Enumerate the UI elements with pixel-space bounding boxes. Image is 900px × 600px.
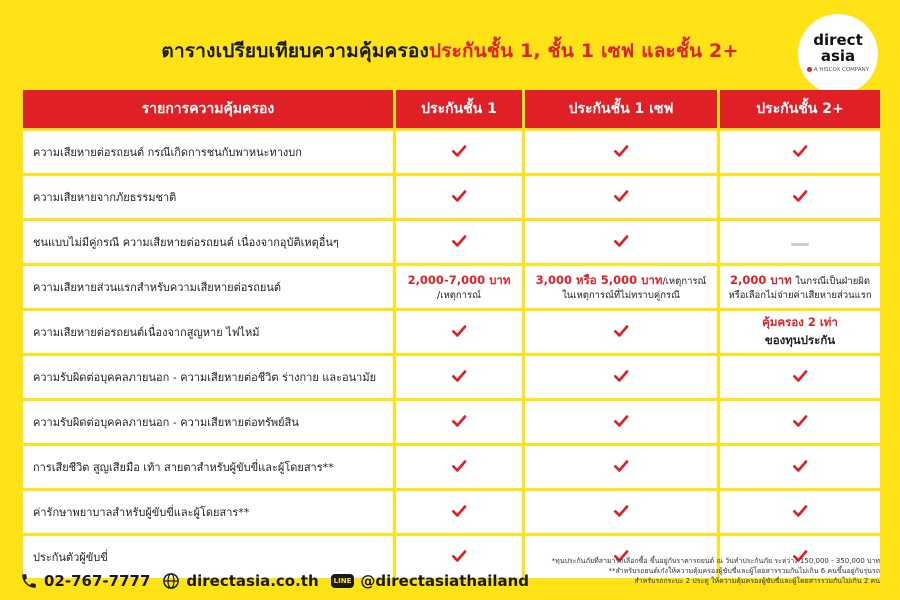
deductible-class1-save-note: ในเหตุการณ์ที่ไม่ทราบคู่กรณี — [562, 290, 680, 301]
comparison-table — [20, 87, 883, 581]
line-id: @directasiathailand — [360, 572, 530, 590]
deductible-class1: 2,000-7,000 บาท — [407, 273, 511, 287]
deductible-class1-save: 3,000 หรือ 5,000 บาท — [535, 273, 663, 287]
row-label: ความเสียหายจากภัยธรรมชาติ — [23, 176, 393, 218]
theft-fire-class2plus-note: ของทุนประกัน — [764, 333, 836, 347]
checkmark-icon — [451, 548, 467, 564]
page-title — [0, 36, 900, 66]
row-label: ชนแบบไม่มีคู่กรณี ความเสียหายต่อรถยนต์ เนื่องจากอุบัติเหตุอื่นๆ — [23, 221, 393, 263]
checkmark-icon — [613, 368, 629, 384]
checkmark-icon — [792, 458, 808, 474]
footnote-3: สำหรับรถกระบะ 2 ประตู ให้ความคุ้มครองผู้ขับขี่และผู้โดยสารรวมกันไม่เกิน 2 คน — [634, 577, 880, 585]
cell-class1-save — [525, 176, 717, 218]
contact-bar — [20, 572, 541, 590]
line-icon: LINE — [331, 574, 355, 588]
logo-tagline: A HISCOX COMPANY — [813, 67, 870, 73]
cell-class1 — [396, 176, 522, 218]
table-header-row — [23, 90, 880, 128]
cell-class1 — [396, 491, 522, 533]
row-label: ประกันตัวผู้ขับขี่ — [23, 536, 393, 578]
logo-line1: direct — [813, 31, 863, 49]
table-row — [23, 311, 880, 353]
checkmark-icon — [792, 368, 808, 384]
checkmark-icon — [792, 143, 808, 159]
table-row — [23, 266, 880, 308]
table-row — [23, 446, 880, 488]
checkmark-icon — [451, 233, 467, 249]
logo-tagline-wrap — [798, 67, 878, 73]
deductible-class1-save-per: /เหตุการณ์ — [662, 276, 707, 287]
row-label: การเสียชีวิต สูญเสียมือ เท้า สายตาสำหรับผู้ขับขี่และผู้โดยสาร** — [23, 446, 393, 488]
table-row — [23, 131, 880, 173]
cell-class2plus — [720, 221, 880, 263]
row-label: ความรับผิดต่อบุคคลภายนอก - ความเสียหายต่อทรัพย์สิน — [23, 401, 393, 443]
cell-class1-save — [525, 221, 717, 263]
checkmark-icon — [613, 413, 629, 429]
logo-line2: asia — [820, 47, 856, 65]
checkmark-icon — [451, 368, 467, 384]
cell-class1-save — [525, 266, 717, 308]
footnotes — [552, 556, 880, 586]
table-row — [23, 221, 880, 263]
cell-class2plus — [720, 356, 880, 398]
checkmark-icon — [451, 458, 467, 474]
row-label: ค่ารักษาพยาบาลสำหรับผู้ขับขี่และผู้โดยสาร** — [23, 491, 393, 533]
cell-class2plus — [720, 266, 880, 308]
contact-website[interactable] — [162, 572, 318, 590]
globe-icon — [162, 572, 180, 590]
checkmark-icon — [613, 233, 629, 249]
phone-icon — [20, 572, 38, 590]
website-url: directasia.co.th — [186, 572, 319, 590]
contact-line[interactable] — [331, 572, 529, 590]
cell-class1 — [396, 446, 522, 488]
checkmark-icon — [451, 188, 467, 204]
cell-class2plus — [720, 311, 880, 353]
row-label: ความรับผิดต่อบุคคลภายนอก - ความเสียหายต่อชีวิต ร่างกาย และอนามัย — [23, 356, 393, 398]
header-coverage-items: รายการความคุ้มครอง — [23, 90, 393, 128]
dash-icon — [791, 243, 809, 246]
checkmark-icon — [792, 503, 808, 519]
cell-class2plus — [720, 491, 880, 533]
cell-class2plus — [720, 131, 880, 173]
cell-class1 — [396, 356, 522, 398]
cell-class1-save — [525, 446, 717, 488]
table-row — [23, 401, 880, 443]
checkmark-icon — [613, 188, 629, 204]
checkmark-icon — [451, 503, 467, 519]
cell-class1-save — [525, 131, 717, 173]
row-label: ความเสียหายต่อรถยนต์เนื่องจากสูญหาย ไฟไหม้ — [23, 311, 393, 353]
theft-fire-class2plus: คุ้มครอง 2 เท่า — [762, 315, 838, 329]
cell-class1-save — [525, 311, 717, 353]
cell-class2plus — [720, 176, 880, 218]
table-row — [23, 176, 880, 218]
cell-class1-save — [525, 356, 717, 398]
deductible-class2plus: 2,000 บาท — [730, 273, 792, 287]
row-label: ความเสียหายส่วนแรกสำหรับความเสียหายต่อรถยนต์ — [23, 266, 393, 308]
directasia-logo — [798, 14, 878, 94]
checkmark-icon — [613, 458, 629, 474]
checkmark-icon — [451, 413, 467, 429]
cell-class1 — [396, 131, 522, 173]
cell-class1 — [396, 221, 522, 263]
deductible-class2plus-note2: หรือเลือกไม่จ่ายค่าเสียหายส่วนแรก — [728, 290, 872, 301]
cell-class2plus — [720, 401, 880, 443]
checkmark-icon — [613, 323, 629, 339]
checkmark-icon — [792, 188, 808, 204]
cell-class2plus — [720, 446, 880, 488]
cell-class1-save — [525, 491, 717, 533]
title-black: ตารางเปรียบเทียบความคุ้มครอง — [161, 40, 429, 62]
table-row — [23, 356, 880, 398]
cell-class1-save — [525, 401, 717, 443]
header-class1-save: ประกันชั้น 1 เซฟ — [525, 90, 717, 128]
header-class2plus: ประกันชั้น 2+ — [720, 90, 880, 128]
contact-phone[interactable] — [20, 572, 150, 590]
checkmark-icon — [451, 143, 467, 159]
footnote-2: **สำหรับรถยนต์เก๋งให้ความคุ้มครองผู้ขับขี่และผู้โดยสารรวมกันไม่เกิน 6 คนขึ้นอยู่กับรุ่นรถ — [608, 567, 880, 575]
footnote-1: *ทุนประกันภัยที่สามารถเลือกซื้อ ขึ้นอยู่กับราคารถยนต์ ณ วันทำประกันภัย ระหว่าง 150,000 - 350,000 บาท — [551, 557, 880, 565]
phone-number: 02-767-7777 — [44, 572, 151, 590]
cell-class1 — [396, 401, 522, 443]
checkmark-icon — [792, 413, 808, 429]
checkmark-icon — [451, 323, 467, 339]
deductible-class1-note: /เหตุการณ์ — [437, 290, 481, 301]
title-red: ประกันชั้น 1, ชั้น 1 เซฟ และชั้น 2+ — [428, 40, 739, 62]
deductible-class2plus-note1: ในกรณีเป็นฝ่ายผิด — [795, 276, 870, 287]
cell-class1 — [396, 311, 522, 353]
checkmark-icon — [613, 143, 629, 159]
checkmark-icon — [613, 503, 629, 519]
cell-class1 — [396, 266, 522, 308]
header-class1: ประกันชั้น 1 — [396, 90, 522, 128]
table-row — [23, 491, 880, 533]
row-label: ความเสียหายต่อรถยนต์ กรณีเกิดการชนกับพาหนะทางบก — [23, 131, 393, 173]
